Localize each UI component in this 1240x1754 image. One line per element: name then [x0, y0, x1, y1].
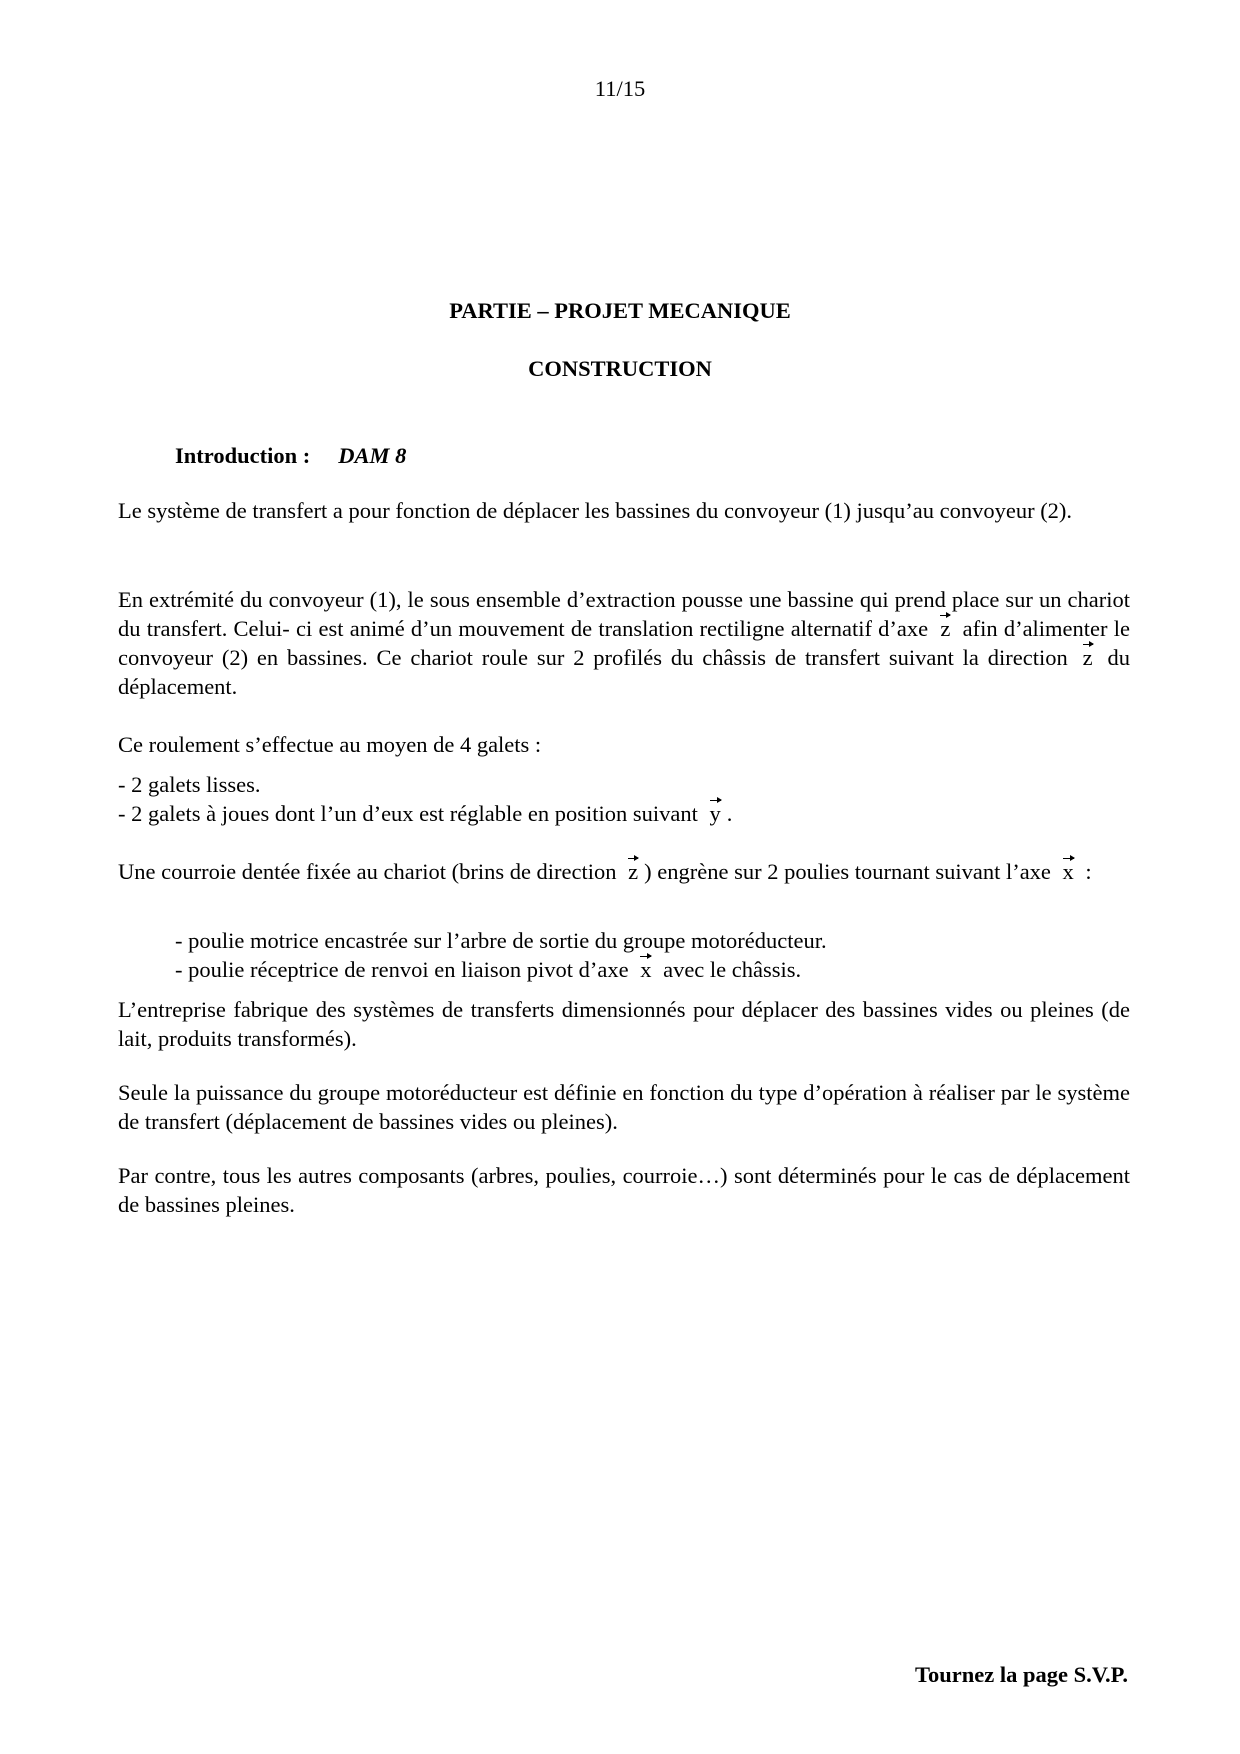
intro-label: Introduction :	[175, 443, 311, 468]
section-title: CONSTRUCTION	[528, 356, 712, 381]
page-number: 11/15	[594, 76, 646, 101]
paragraph-4	[118, 857, 1130, 886]
list-item-poulie-receptrice	[118, 955, 1187, 984]
paragraph-4-part-c: :	[1085, 859, 1092, 884]
paragraph-1: Le système de transfert a pour fonction de déplacer les bassines du convoyeur (1) jusqu’au convoyeur (2).	[118, 498, 1073, 523]
vector-x: x	[1062, 859, 1074, 884]
turn-page-note: Tournez la page S.V.P.	[915, 1662, 1128, 1687]
list-item-poulie-receptrice-text: - poulie réceptrice de renvoi en liaison pivot d’axe	[175, 957, 629, 982]
paragraph-6: Seule la puissance du groupe motoréducteur est définie en fonction du type d’opération à réaliser par le système de transfert (déplacement de bassines vides ou pleines).	[118, 1080, 1130, 1134]
list-item-galets-joues-text: - 2 galets à joues dont l’un d’eux est réglable en position suivant	[118, 801, 698, 826]
part-title: PARTIE – PROJET MECANIQUE	[449, 298, 791, 323]
paragraph-4-part-a: Une courroie dentée fixée au chariot (brins de direction	[118, 859, 617, 884]
paragraph-2-part-c: du déplacement.	[118, 645, 1131, 699]
list-item-period: .	[726, 801, 733, 826]
vector-z: z	[1082, 645, 1093, 670]
vector-z: z	[628, 859, 639, 884]
intro-heading	[175, 441, 406, 470]
list-item-galets-joues	[118, 799, 1130, 828]
paragraph-2-part-b: afin d’alimenter le convoyeur (2) en bassines. Ce chariot roule sur 2 profilés du châssis de transfert suivant la direction	[118, 616, 1130, 670]
list-item-poulie-motrice: - poulie motrice encastrée sur l’arbre de sortie du groupe motoréducteur.	[175, 928, 827, 953]
paragraph-5: L’entreprise fabrique des systèmes de transferts dimensionnés pour déplacer des bassines vides ou pleines (de lait, produits transformés).	[118, 997, 1130, 1051]
paragraph-3-intro: Ce roulement s’effectue au moyen de 4 galets :	[118, 732, 542, 757]
vector-y: y	[709, 801, 721, 826]
vector-x: x	[640, 957, 652, 982]
list-item-galets-lisses: - 2 galets lisses.	[118, 772, 261, 797]
paragraph-4-part-b: ) engrène sur 2 poulies tournant suivant l’axe	[644, 859, 1051, 884]
list-item-poulie-receptrice-end: avec le châssis.	[663, 957, 802, 982]
vector-z: z	[940, 616, 951, 641]
paragraph-2	[118, 585, 1130, 701]
paragraph-2-part-a: En extrémité du convoyeur (1), le sous ensemble d’extraction pousse une bassine qui prend place sur un chariot du transfert. Celui- ci est animé d’un mouvement de translation rectiligne alternatif d’axe	[118, 587, 1130, 641]
paragraph-7: Par contre, tous les autres composants (arbres, poulies, courroie…) sont déterminés pour le cas de déplacement de bassines pleines.	[118, 1163, 1130, 1217]
intro-ref: DAM 8	[338, 443, 407, 468]
